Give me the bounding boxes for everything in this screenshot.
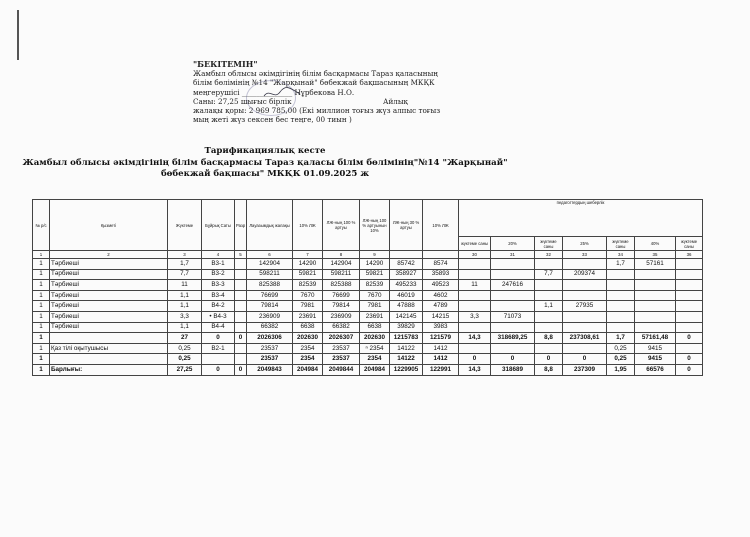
table-cell [535,311,563,322]
table-cell: B2-1 [202,343,235,354]
table-cell: 825388 [247,280,293,291]
table-cell: 202630 [293,333,323,344]
table-cell: 318689,25 [491,333,535,344]
column-number: 33 [563,251,607,259]
col-header-ldz-30: ЛЖ-ның 30 % артуы [390,200,423,251]
sub-header: жүктеме саны [676,237,703,251]
table-cell: 57161,48 [635,333,676,344]
table-cell: 66576 [635,364,676,375]
table-cell: 8,8 [535,364,563,375]
table-cell: 66382 [323,322,360,333]
table-cell: 0 [235,333,247,344]
table-cell [459,259,491,270]
position-cell: Тәрбиеші [50,322,168,333]
table-cell: 1 [33,301,50,312]
heading-title: Тарификациялық кесте [204,146,326,156]
sub-header: жүктеме саны [607,237,635,251]
table-cell [235,290,247,301]
col-header-group: педагогтердың шеберлік [459,200,703,237]
table-cell: 57161 [635,259,676,270]
table-cell: 59821 [360,269,390,280]
approval-line: Жамбыл облысы әкімдігінің білім басқармасы Тараз қаласының [193,69,438,79]
table-cell: 0,25 [168,354,202,365]
col-header-grade: Разр [235,200,247,251]
column-number-row [33,251,703,259]
table-cell: B3-4 [202,290,235,301]
table-cell: 247616 [491,280,535,291]
table-cell: 14290 [293,259,323,270]
table-cell [563,322,607,333]
table-cell: 1 [33,343,50,354]
tariff-table [32,199,703,376]
table-cell [535,280,563,291]
sub-header: 20% [491,237,535,251]
table-cell: 0,25 [607,343,635,354]
table-cell [491,322,535,333]
table-cell [491,259,535,270]
table-cell: 0 [491,354,535,365]
table-cell [676,322,703,333]
table-cell: 8,8 [535,333,563,344]
table-cell: 0 [676,364,703,375]
table-cell [235,280,247,291]
table-cell: B4-4 [202,322,235,333]
table-cell: 7,7 [168,269,202,280]
column-number: 31 [491,251,535,259]
table-cell: 66382 [247,322,293,333]
table-cell: 209374 [563,269,607,280]
table-cell [235,269,247,280]
table-cell [635,322,676,333]
table-cell: 27 [168,333,202,344]
table-cell [676,269,703,280]
column-number: 5 [235,251,247,259]
table-cell: 79814 [247,301,293,312]
table-cell: 1 [33,354,50,365]
col-header-no: № р/с [33,200,50,251]
col-header-ldz-100: ЛЖ-ның 100 % артуы [323,200,360,251]
table-cell: 0 [235,364,247,375]
table-cell: 142145 [390,311,423,322]
heading-date: бөбекжай бақшасы" МКҚК 01.09.2025 ж [160,169,370,179]
table-cell: 7670 [293,290,323,301]
approval-line: Саны: 27,25 шығыс бірлік Айлық [193,96,408,106]
table-cell [635,290,676,301]
table-cell [563,311,607,322]
table-cell: 204984 [293,364,323,375]
column-number [423,251,459,259]
table-cell: 1 [33,311,50,322]
table-cell: 23537 [323,354,360,365]
table-cell: 122991 [423,364,459,375]
table-cell: 4602 [423,290,459,301]
table-cell: 2049843 [247,364,293,375]
table-cell [235,343,247,354]
document-heading [0,146,530,181]
table-cell [607,269,635,280]
table-cell: 23691 [293,311,323,322]
table-cell: 598211 [323,269,360,280]
table-cell: • B4-3 [202,311,235,322]
table-cell: 358927 [390,269,423,280]
position-cell [50,354,168,365]
table-cell: 237309 [563,364,607,375]
table-cell: 14122 [390,343,423,354]
table-cell: 2354 [360,354,390,365]
table-cell: 27935 [563,301,607,312]
table-cell: 23537 [323,343,360,354]
table-cell [235,301,247,312]
table-cell: 1,1 [168,322,202,333]
table-cell: 3983 [423,322,459,333]
table-cell: 82539 [360,280,390,291]
column-number: 35 [635,251,676,259]
table-cell [535,343,563,354]
table-cell: 23537 [247,343,293,354]
table-cell: 9415 [635,343,676,354]
table-cell: 121579 [423,333,459,344]
table-cell: 14122 [390,354,423,365]
col-header-ldz-100-10: ЛЖ-ның 100 % артуынын 10% [360,200,390,251]
column-number: 34 [607,251,635,259]
table-cell: 71073 [491,311,535,322]
table-cell: 35893 [423,269,459,280]
table-cell: 2026307 [323,333,360,344]
position-cell: Тәрбиеші [50,269,168,280]
sub-header: жүктеме саны [535,237,563,251]
sub-header: 40% [635,237,676,251]
table-cell: 14215 [423,311,459,322]
table-row [33,354,703,365]
table-cell: 85742 [390,259,423,270]
sub-header: жүктеме саны [459,237,491,251]
table-cell: 9415 [635,354,676,365]
table-cell [235,311,247,322]
table-cell: 1,7 [607,259,635,270]
table-cell: 8574 [423,259,459,270]
table-cell: 825388 [323,280,360,291]
table-cell: 14,3 [459,333,491,344]
table-cell: 14290 [360,259,390,270]
table-cell [235,354,247,365]
column-number: 7 [293,251,323,259]
table-cell [491,343,535,354]
table-cell: 6638 [360,322,390,333]
table-cell [607,311,635,322]
table-cell: 495233 [390,280,423,291]
col-header-category: Бұйрық Саты [202,200,235,251]
column-number: 4 [202,251,235,259]
column-number: 30 [459,251,491,259]
table-cell: 1,1 [168,290,202,301]
table-cell [635,311,676,322]
table-cell: 1229905 [390,364,423,375]
table-cell [607,290,635,301]
table-cell: 49523 [423,280,459,291]
table-cell: 1,1 [535,301,563,312]
table-cell [459,269,491,280]
column-number: 1 [33,251,50,259]
table-cell [563,343,607,354]
table-cell [563,290,607,301]
table-cell [235,259,247,270]
table-cell [607,301,635,312]
table-row [33,311,703,322]
table-cell: 11 [459,280,491,291]
approval-line: меңгерушісі ______________ Нұрбекова Н.О. [193,87,355,97]
table-row [33,333,703,344]
table-row [33,269,703,280]
table-cell: 1215783 [390,333,423,344]
column-number: 36 [676,251,703,259]
table-cell: B3-2 [202,269,235,280]
table-cell: 7981 [360,301,390,312]
table-cell: 1,1 [168,301,202,312]
table-cell: 0 [535,354,563,365]
table-cell: 47888 [390,301,423,312]
table-cell: 142904 [323,259,360,270]
table-cell [607,322,635,333]
table-cell: 59821 [293,269,323,280]
table-row [33,343,703,354]
table-row [33,322,703,333]
table-cell [459,290,491,301]
table-cell: 2354 [293,343,323,354]
table-cell: 2026306 [247,333,293,344]
column-number: 3 [168,251,202,259]
position-cell: Қаз тілі оқытушысы [50,343,168,354]
table-cell: 0 [202,333,235,344]
table-cell: 1 [33,333,50,344]
table-cell: 0 [202,364,235,375]
table-cell: 23691 [360,311,390,322]
table-cell [676,343,703,354]
table-cell: 1 [33,322,50,333]
table-cell: 1 [33,364,50,375]
heading-org: Жамбыл облысы әкімдігінің білім басқармасы Тараз қаласы білім бөлімінің"№14 "Жарқынай" [22,157,508,168]
column-number [390,251,423,259]
table-cell: 236909 [323,311,360,322]
column-number: 6 [247,251,293,259]
table-cell: 6638 [293,322,323,333]
approval-line: мың жеті жүз сексен бес теңге, 00 тиын ) [193,115,352,125]
table-cell: 46019 [390,290,423,301]
table-cell: 7670 [360,290,390,301]
approval-title: "БЕКІТЕМІН" [193,59,258,69]
table-cell [491,301,535,312]
table-row [33,290,703,301]
table-cell: 1,7 [168,259,202,270]
table-row [33,301,703,312]
position-cell: Барлығы: [50,364,168,375]
position-cell: Тәрбиеші [50,259,168,270]
table-cell: B3-1 [202,259,235,270]
column-number: 32 [535,251,563,259]
column-number: 2 [50,251,168,259]
table-cell [459,343,491,354]
col-header-position: Қызметі [50,200,168,251]
table-cell [491,269,535,280]
position-cell: Тәрбиеші [50,280,168,291]
table-cell: 1 [33,259,50,270]
table-cell: 202630 [360,333,390,344]
position-cell [50,333,168,344]
table-cell: 1412 [423,354,459,365]
table-cell [676,259,703,270]
table-cell [635,301,676,312]
table-cell: 1,95 [607,364,635,375]
table-cell: 1412 [423,343,459,354]
table-cell: 598211 [247,269,293,280]
table-cell: B3-3 [202,280,235,291]
table-cell [607,280,635,291]
col-header-base-salary: Лауазымдық жалақы [247,200,293,251]
position-cell: Тәрбиеші [50,290,168,301]
punch-mark [17,10,19,60]
table-cell: 76699 [247,290,293,301]
table-cell: 142904 [247,259,293,270]
table-cell: 11 [168,280,202,291]
table-cell [676,301,703,312]
table-cell [535,259,563,270]
approval-line: білім бөлімінің №14 "Жарқынай" бөбекжай бақшасының МКҚК [193,78,435,88]
table-cell: 82539 [293,280,323,291]
table-row [33,280,703,291]
col-header-pct10-2: 10% ЛЖ [423,200,459,251]
table-cell: 1 [33,290,50,301]
table-cell: 1 [33,280,50,291]
table-cell [563,280,607,291]
table-cell: 0 [459,354,491,365]
table-cell: 0,25 [168,343,202,354]
sub-header: 25% [563,237,607,251]
table-cell: 23537 [247,354,293,365]
table-cell [635,280,676,291]
table-cell: 79814 [323,301,360,312]
table-cell: ⁿ 2354 [360,343,390,354]
table-cell [459,301,491,312]
table-cell [459,322,491,333]
position-cell: Тәрбиеші [50,311,168,322]
table-cell: 0 [676,333,703,344]
table-cell: 3,3 [168,311,202,322]
col-header-pct10: 10% ЛЖ [293,200,323,251]
table-row [33,364,703,375]
table-cell: 237308,61 [563,333,607,344]
approval-line: жалақы қоры: 2 969 785,00 (Екі миллион тоғыз жүз алпыс тоғыз [193,106,441,116]
table-cell: 7,7 [535,269,563,280]
table-cell: 204984 [360,364,390,375]
table-cell: 27,25 [168,364,202,375]
position-cell: Тәрбиеші [50,301,168,312]
table-cell: 1 [33,269,50,280]
column-number: 8 [323,251,360,259]
table-cell [535,290,563,301]
table-cell [635,269,676,280]
table-cell: 0 [563,354,607,365]
signature [262,86,302,100]
table-cell: B4-2 [202,301,235,312]
table-row [33,259,703,270]
table-cell [235,322,247,333]
table-cell: 0,25 [607,354,635,365]
table-cell: 2354 [293,354,323,365]
col-header-load: Жүктеме [168,200,202,251]
table-cell: 236909 [247,311,293,322]
table-cell [563,259,607,270]
table-cell: 39829 [390,322,423,333]
table-cell: 2049844 [323,364,360,375]
table-cell [535,322,563,333]
table-cell [676,290,703,301]
approval-block [193,60,440,124]
table-cell: 7981 [293,301,323,312]
table-cell [676,280,703,291]
table-cell: 3,3 [459,311,491,322]
table-cell [676,311,703,322]
table-cell [491,290,535,301]
table-cell: 76699 [323,290,360,301]
table-cell: 1,7 [607,333,635,344]
table-cell: 14,3 [459,364,491,375]
column-number: 9 [360,251,390,259]
table-cell: 4789 [423,301,459,312]
table-cell: 0 [676,354,703,365]
table-cell [202,354,235,365]
table-cell: 318689 [491,364,535,375]
